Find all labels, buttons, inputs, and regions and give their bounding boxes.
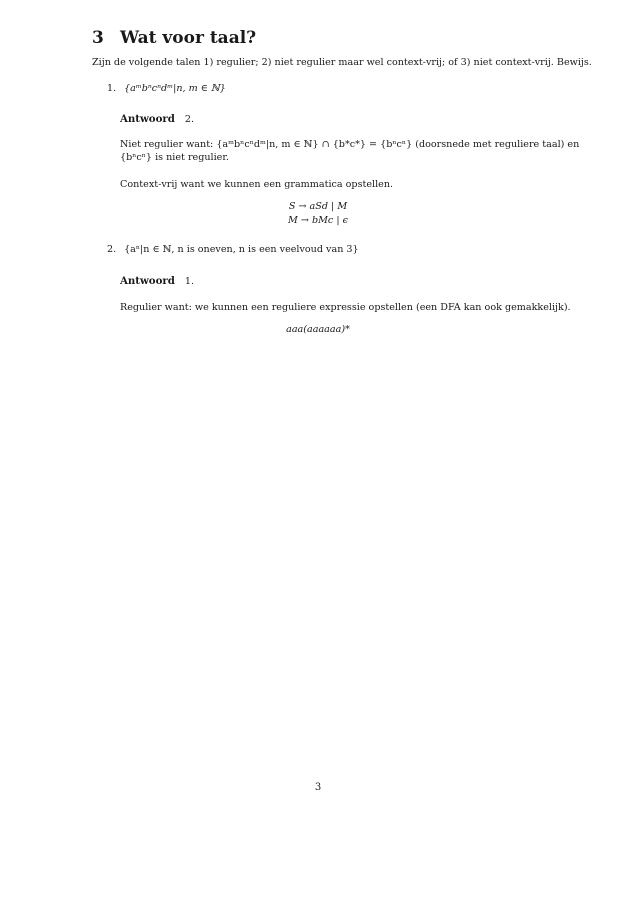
answer-1 bbox=[120, 113, 580, 126]
section-heading bbox=[92, 28, 256, 48]
answer-value: 2. bbox=[184, 114, 195, 125]
list-item-1 bbox=[107, 82, 226, 95]
explanation-2: Regulier want: we kunnen een reguliere expressie opstellen (een DFA kan ook gemakkelijk). bbox=[120, 302, 571, 313]
grammar-rule-2: M → bMc | ϵ bbox=[287, 215, 348, 226]
explanation-1b: Context-vrij want we kunnen een grammatica opstellen. bbox=[120, 179, 394, 190]
answer-value: 1. bbox=[184, 276, 195, 287]
explanation-1a-line1: Niet regulier want: {aᵐbⁿcⁿdᵐ|n, m ∈ ℕ} ∩ {b*c*} = {bⁿcⁿ} (doorsnede met reguliere taal) en bbox=[120, 139, 580, 150]
regular-expression: aaa(aaaaaa)* bbox=[286, 324, 350, 335]
page-number: 3 bbox=[314, 782, 322, 793]
section-title: Wat voor taal? bbox=[120, 28, 257, 48]
answer-label: Antwoord bbox=[120, 113, 175, 125]
explanation-1a-line2: {bⁿcⁿ} is niet regulier. bbox=[120, 152, 229, 163]
answer-2 bbox=[120, 275, 580, 288]
language-definition: {aᵐbⁿcⁿdᵐ|n, m ∈ ℕ} bbox=[124, 83, 226, 94]
grammar-rule-1: S → aSd | M bbox=[288, 201, 348, 212]
answer-label: Antwoord bbox=[120, 275, 175, 287]
intro-paragraph: Zijn de volgende talen 1) regulier; 2) niet regulier maar wel context-vrij; of 3) niet context-vrij. Bewijs. bbox=[92, 57, 592, 68]
section-number: 3 bbox=[92, 28, 104, 48]
list-item-label: 1. bbox=[107, 83, 117, 94]
list-item-label: 2. bbox=[107, 244, 117, 255]
list-item-2 bbox=[107, 243, 359, 256]
language-definition: {aⁿ|n ∈ ℕ, n is oneven, n is een veelvoud van 3} bbox=[124, 244, 359, 255]
